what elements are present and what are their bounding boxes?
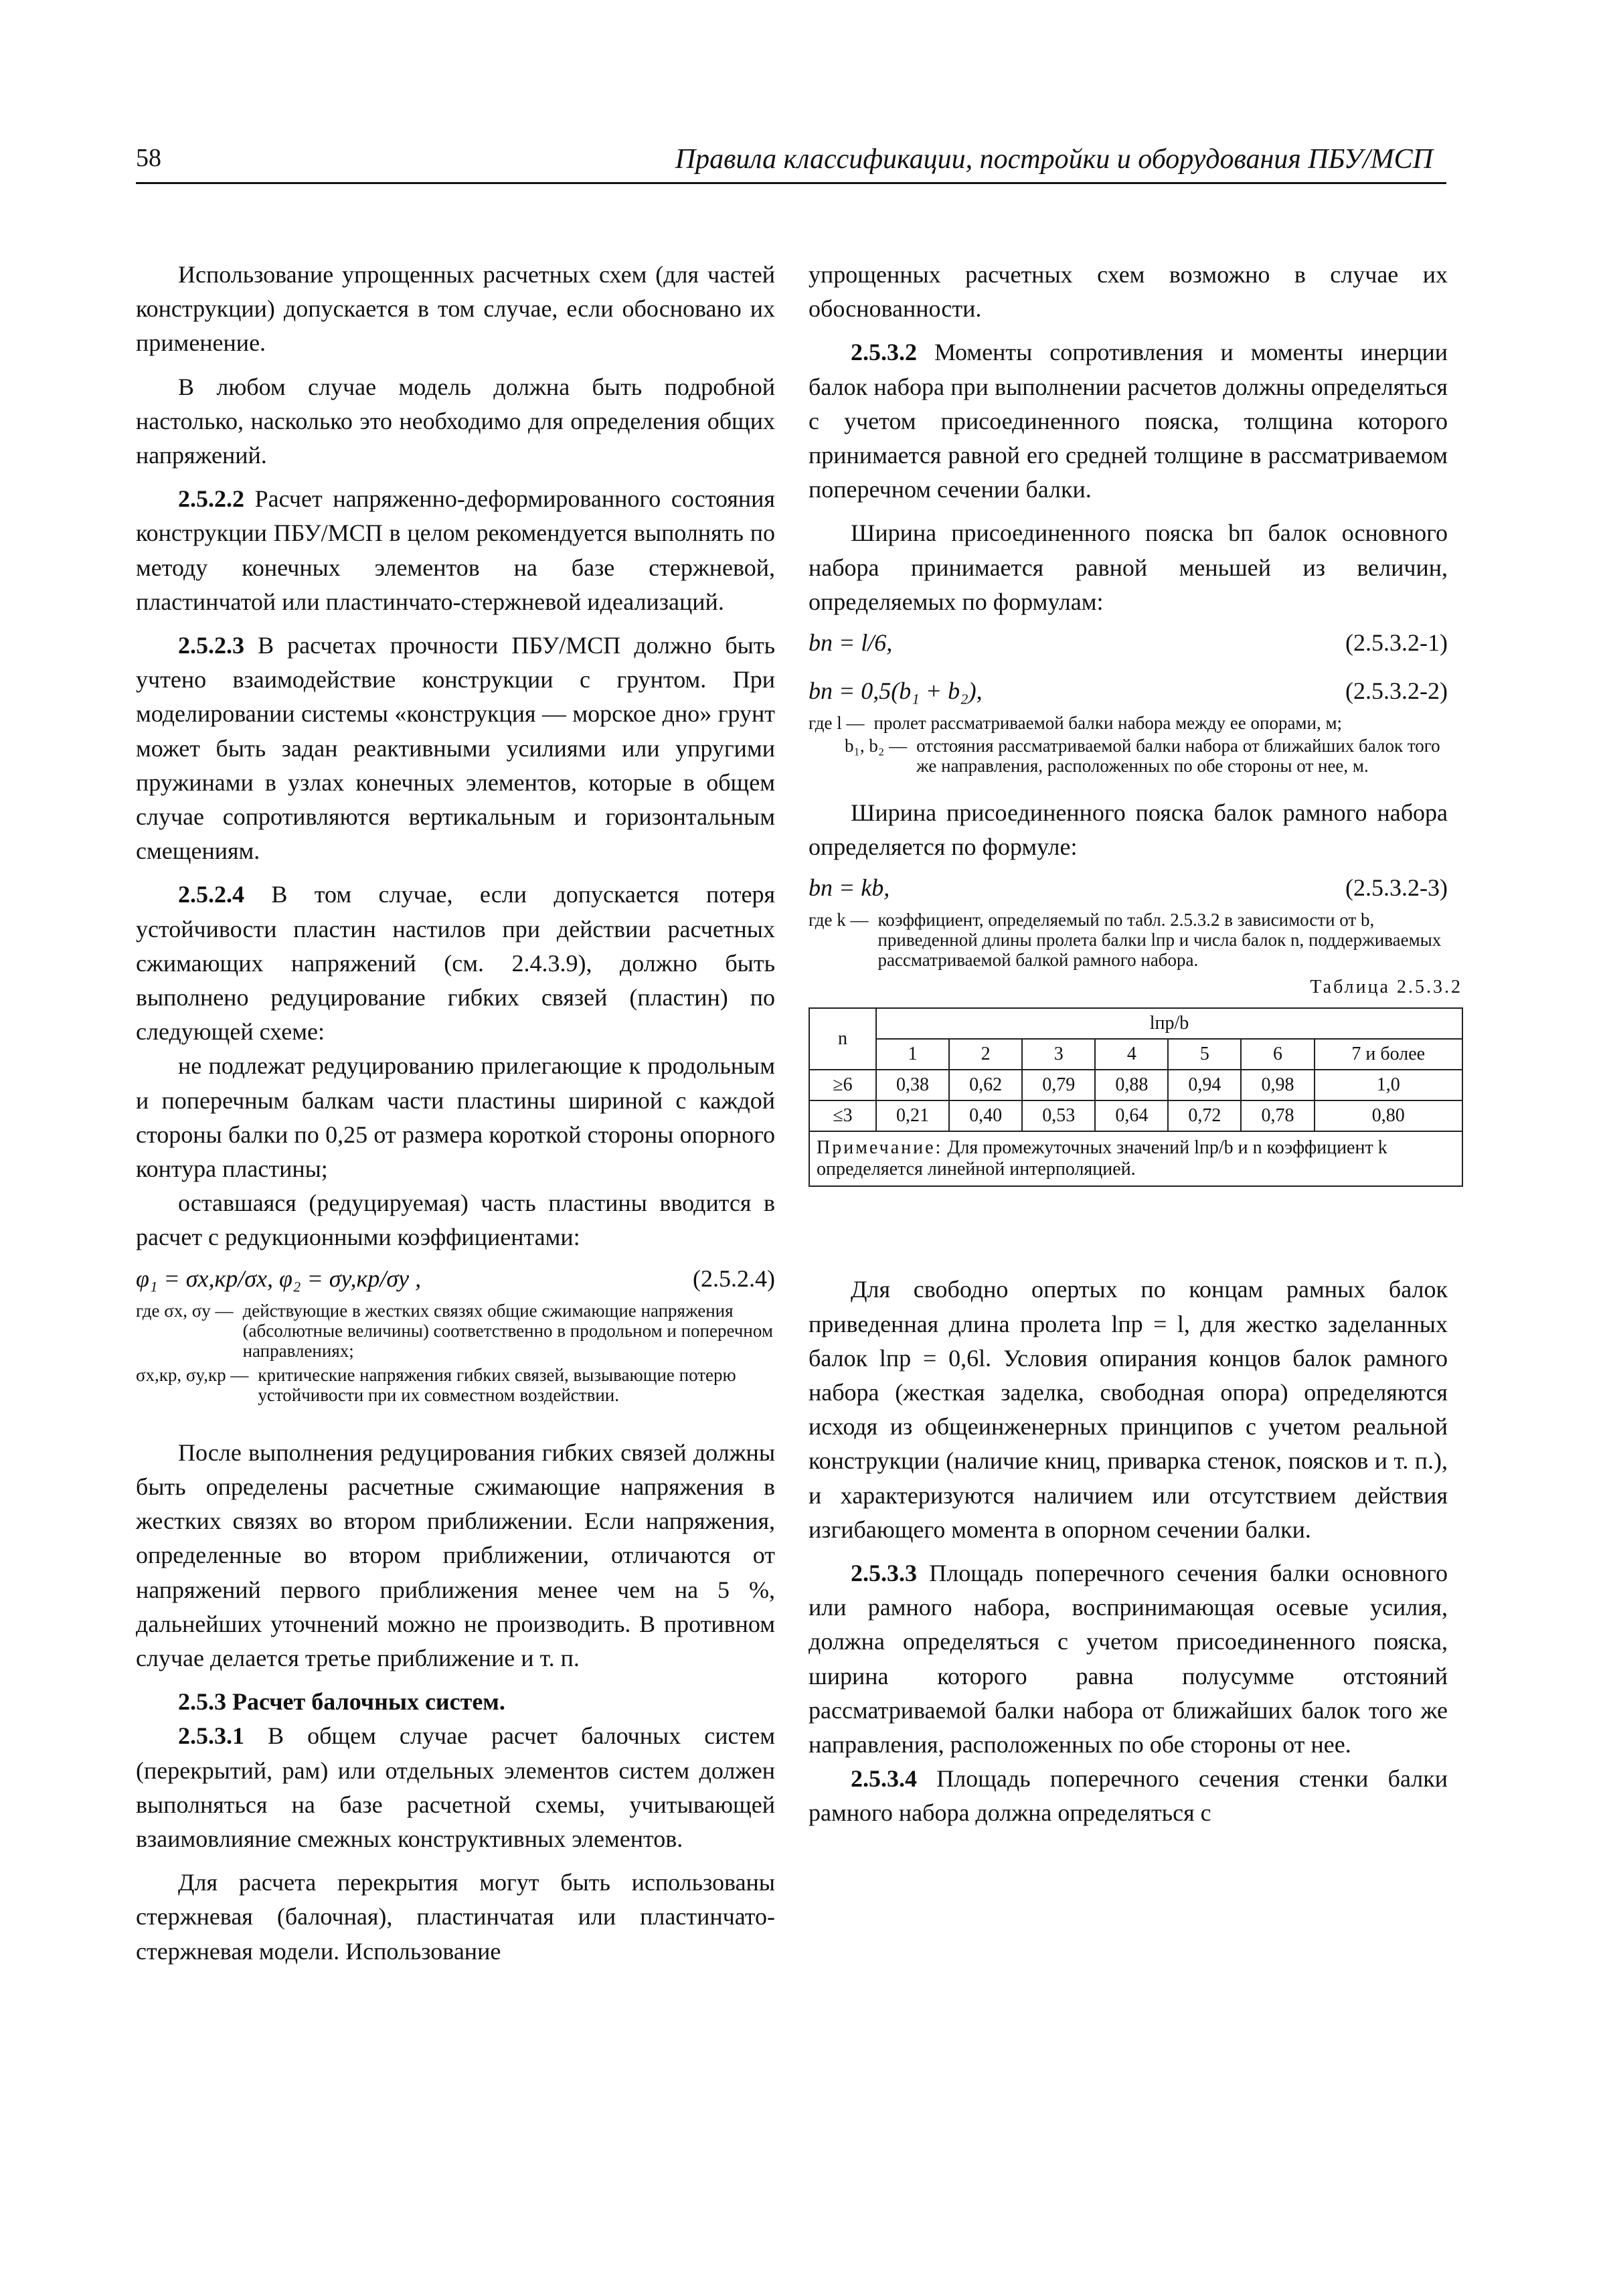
- table-header-cell: 7 и более: [1315, 1039, 1462, 1070]
- table-cell: 1,0: [1315, 1070, 1462, 1100]
- table-header-cell: lпр/b: [876, 1008, 1462, 1039]
- running-title: Правила классификации, постройки и оборудования ПБУ/МСП: [675, 144, 1433, 175]
- where-item: [809, 910, 1448, 970]
- clause-2-5-2-2: [136, 482, 775, 619]
- table-header-row: [809, 1008, 1462, 1039]
- table-cell: 0,88: [1095, 1070, 1168, 1100]
- table-cell: ≤3: [809, 1100, 876, 1131]
- clause-text: В том случае, если допускается потеря устойчивости пластин настилов при действии расчетных сжимающих напряжений (см. 2.4.3.9), должно быть выполнено редуцирование гибких связей (пластин) по следующей схеме:: [136, 881, 775, 1046]
- clause-number: 2.5.3.4: [851, 1765, 917, 1793]
- table-cell: 0,94: [1168, 1070, 1241, 1100]
- page-number: 58: [136, 144, 161, 172]
- clause-number: 2.5.2.2: [178, 485, 244, 513]
- table-header-row: [809, 1039, 1462, 1070]
- formula-2-5-2-4: [136, 1262, 775, 1295]
- table-cell: 0,72: [1168, 1100, 1241, 1131]
- where-block: [809, 910, 1448, 970]
- clause-text: Моменты сопротивления и моменты инерции балок набора при выполнении расчетов должны определяться с учетом присоединенного пояска, толщина которого принимается равной его средней толщине в рассматриваемом поперечном сечении балки.: [809, 339, 1448, 503]
- table-header-cell: 2: [949, 1039, 1022, 1070]
- where-definition: отстояния рассматриваемой балки набора от ближайших балок того же направления, расположенных по обе стороны от нее, м.: [916, 736, 1440, 776]
- table-cell: 0,64: [1095, 1100, 1168, 1131]
- paragraph: Для расчета перекрытия могут быть использованы стержневая (балочная), пластинчатая или пластинчато-стержневая модели. Использование: [136, 1869, 775, 1965]
- formula-expression: φ₁ = σx,кр/σx, φ₂ = σy,кр/σy ,: [136, 1264, 422, 1292]
- table-cell: 0,78: [1241, 1100, 1314, 1131]
- table-header-cell: 5: [1168, 1039, 1241, 1070]
- note-label: Примечание:: [817, 1137, 943, 1159]
- formula-2-5-3-2-3: [809, 871, 1448, 904]
- table-cell: 0,40: [949, 1100, 1022, 1131]
- table-row: [809, 1100, 1462, 1131]
- note-text: Для промежуточных значений lпр/b и n коэффициент k определяется линейной интерполяцией.: [817, 1137, 1387, 1180]
- where-block: [136, 1301, 775, 1405]
- paragraph: Ширина присоединенного пояска bп балок основного набора принимается равной меньшей из величин, определяемых по формулам:: [809, 519, 1448, 615]
- table-caption: Таблица 2.5.3.2: [1310, 977, 1462, 998]
- table-cell: 0,80: [1315, 1100, 1462, 1131]
- where-block: [809, 713, 1448, 776]
- where-symbol: где l —: [809, 713, 865, 734]
- table-cell: 0,79: [1022, 1070, 1095, 1100]
- clause-number: 2.5.2.3: [178, 632, 244, 659]
- clause-number: 2.5.3.2: [851, 339, 917, 366]
- formula-2-5-3-2-2: [809, 674, 1448, 708]
- header-rule: [136, 182, 1446, 184]
- clause-number: 2.5.2.4: [178, 881, 244, 908]
- section-heading-2-5-3: 2.5.3 Расчет балочных систем.: [178, 1688, 505, 1716]
- right-column: [809, 258, 1462, 1831]
- formula-number: (2.5.2.4): [693, 1264, 775, 1292]
- formula-number: (2.5.3.2-2): [1345, 677, 1448, 705]
- table-row: [809, 1070, 1462, 1100]
- clause-number: 2.5.3.1: [178, 1722, 244, 1750]
- table-cell: 0,98: [1241, 1070, 1314, 1100]
- where-definition: коэффициент, определяемый по табл. 2.5.3.2 в зависимости от b, приведенной длины пролета балки lпр и числа балок n, поддерживаемых рассматриваемой балкой рамного набора.: [877, 910, 1442, 971]
- left-column: [136, 258, 775, 1969]
- table-header-cell: 3: [1022, 1039, 1095, 1070]
- where-item: [809, 713, 1448, 733]
- formula-number: (2.5.3.2-3): [1345, 874, 1448, 902]
- paragraph: В любом случае модель должна быть подробной настолько, насколько это необходимо для определения общих напряжений.: [136, 373, 775, 469]
- paragraph: После выполнения редуцирования гибких связей должны быть определены расчетные сжимающие напряжения в жестких связях во втором приближении. Если напряжения, определенные во втором приближении, отличаются от напряжений первого приближения менее чем на 5 %, дальнейших уточнений можно не производить. В противном случае делается третье приближение и т. п.: [136, 1439, 775, 1671]
- clause-text: В расчетах прочности ПБУ/МСП должно быть учтено взаимодействие конструкции с грунтом. При моделировании системы «конструкция — морское дно» грунт может быть задан реактивными усилиями или упругими пружинами в узлах конечных элементов, которые в общем случае сопротивляются вертикальным и горизонтальным смещениям.: [136, 632, 775, 865]
- paragraph: упрощенных расчетных схем возможно в случае их обоснованности.: [809, 261, 1448, 323]
- clause-2-5-3-1: [136, 1719, 775, 1856]
- where-definition: пролет рассматриваемой балки набора между ее опорами, м;: [873, 713, 1343, 734]
- coefficient-table: [809, 1007, 1463, 1187]
- where-symbol: b₁, b₂ —: [845, 736, 908, 756]
- where-definition: критические напряжения гибких связей, вызывающие потерю устойчивости при их совместном воздействии.: [258, 1364, 736, 1405]
- clause-text: Площадь поперечного сечения стенки балки рамного набора должна определяться с: [809, 1765, 1448, 1827]
- where-item: [136, 1365, 775, 1405]
- clause-text: Площадь поперечного сечения балки основного или рамного набора, воспринимающая осевые усилия, должна определяться с учетом присоединенного пояска, ширина которого равна полусумме отстояний рассматриваемой балки набора от ближайших балок того же направления, расположенных по обе стороны от нее.: [809, 1560, 1448, 1758]
- paragraph: не подлежат редуцированию прилегающие к продольным и поперечным балкам части пластины шириной с каждой стороны балки по 0,25 от размера короткой стороны опорного контура пластины;: [136, 1052, 775, 1183]
- clause-2-5-3-4: [809, 1762, 1448, 1830]
- table-cell: 0,21: [876, 1100, 949, 1131]
- table-cell: 0,53: [1022, 1100, 1095, 1131]
- table-header-cell: n: [809, 1008, 876, 1070]
- paragraph: Использование упрощенных расчетных схем (для частей конструкции) допускается в том случае, если обосновано их применение.: [136, 261, 775, 357]
- table-header-cell: 6: [1241, 1039, 1314, 1070]
- clause-2-5-3-3: [809, 1556, 1448, 1762]
- where-symbol: где k —: [809, 910, 869, 930]
- where-symbol: где σx, σy —: [136, 1300, 234, 1321]
- table-note-row: [809, 1131, 1462, 1186]
- paragraph: Для свободно опертых по концам рамных балок приведенная длина пролета lпр = l, для жестко заделанных балок lпр = 0,6l. Условия опирания концов балок рамного набора (жесткая заделка, свободная опора) определяются исходя из общеинженерных принципов с учетом реальной конструкции (наличие книц, приварка стенок, поясков и т. п.), и характеризуются наличием или отсутствием действия изгибающего момента в опорном сечении балки.: [809, 1276, 1448, 1543]
- where-item: [809, 736, 1448, 776]
- paragraph: оставшаяся (редуцируемая) часть пластины вводится в расчет с редукционными коэффициентами:: [136, 1190, 775, 1251]
- table-header-cell: 4: [1095, 1039, 1168, 1070]
- table-note: [809, 1131, 1462, 1186]
- clause-number: 2.5.3.3: [851, 1560, 917, 1587]
- where-definition: действующие в жестких связях общие сжимающие напряжения (абсолютные величины) соответственно в продольном и поперечном направлениях;: [242, 1300, 773, 1361]
- formula-expression: bп = kb,: [809, 874, 890, 902]
- table-cell: ≥6: [809, 1070, 876, 1100]
- clause-text: В общем случае расчет балочных систем (перекрытий, рам) или отдельных элементов систем должен выполняться на базе расчетной схемы, учитывающей взаимовлияние смежных конструктивных элементов.: [136, 1722, 775, 1852]
- formula-number: (2.5.3.2-1): [1345, 629, 1448, 657]
- table-cell: 0,38: [876, 1070, 949, 1100]
- where-symbol: σx,кр, σy,кр —: [136, 1364, 249, 1385]
- where-item: [136, 1301, 775, 1361]
- table-cell: 0,62: [949, 1070, 1022, 1100]
- formula-expression: bп = 0,5(b₁ + b₂),: [809, 677, 983, 705]
- clause-2-5-3-2: [809, 335, 1448, 507]
- clause-text: Расчет напряженно-деформированного состояния конструкции ПБУ/МСП в целом рекомендуется выполнять по методу конечных элементов на базе стержневой, пластинчатой или пластинчато-стержневой идеализаций.: [136, 485, 775, 615]
- clause-2-5-2-3: [136, 629, 775, 868]
- formula-2-5-3-2-1: [809, 626, 1448, 659]
- clause-2-5-2-4: [136, 878, 775, 1049]
- table-header-cell: 1: [876, 1039, 949, 1070]
- paragraph: Ширина присоединенного пояска балок рамного набора определяется по формуле:: [809, 799, 1448, 861]
- formula-expression: bп = l/6,: [809, 629, 893, 657]
